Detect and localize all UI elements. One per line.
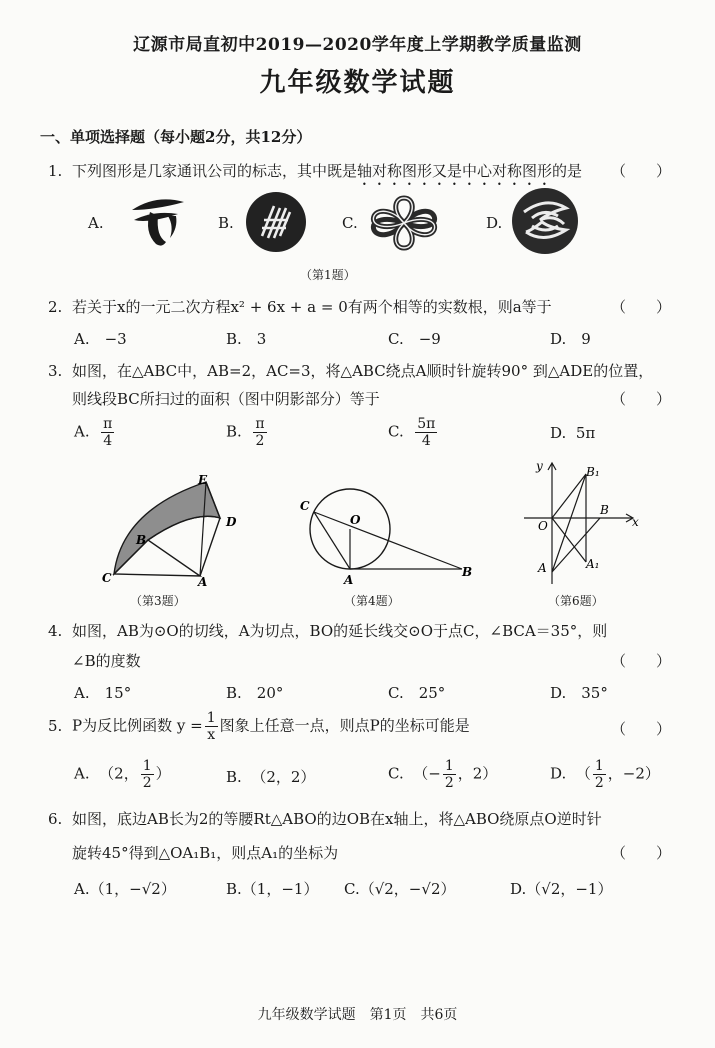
fig6-label-x: x [632,515,639,529]
fig3-label-b: B [136,533,147,547]
figure-3 [96,470,246,588]
fraction-denominator: 2 [142,775,152,791]
option-a: A. 15° [74,684,132,702]
figure-6 [520,456,644,590]
answer-paren: （ ） [610,720,671,738]
question-text: 的是 [552,162,583,180]
option-text: （ [575,764,591,783]
fig4-label-a: A [344,573,354,587]
fig3-label-d: D [226,515,237,529]
question-text: P为反比例函数 y = [72,716,203,735]
option-a [74,758,171,791]
fraction [253,416,266,449]
option-text: （2，2） [251,768,316,786]
option-c [388,758,497,791]
figure-caption-q4: （第4题） [344,594,400,608]
china-telecom-logo [126,192,190,252]
question-text: 下列图形是几家通讯公司的标志，其中既是 [72,162,358,180]
answer-paren: （ ） [610,844,671,862]
question-1 [48,160,582,189]
question-text: 若关于x的一元二次方程x² + 6x + a = 0有两个相等的实数根，则a等于 [72,298,552,316]
option-a [74,416,116,449]
option-d: D.（√2，−1） [510,880,613,898]
option-text: ） [155,764,171,783]
option-b: B.（1，−1） [226,880,319,898]
fig4-label-c: C [300,499,310,513]
option-c: C. 25° [388,684,446,702]
question-3 [48,360,653,382]
fraction-numerator: 5π [417,416,436,432]
answer-paren: （ ） [610,162,671,180]
figure-caption-q1: （第1题） [300,268,356,282]
fraction [205,710,218,743]
option-letter: B. [226,768,242,786]
fig4-label-b: B [462,565,473,579]
china-mobile-logo [510,186,580,256]
option-letter: A. [74,764,90,783]
question-text: 如图，底边AB长为2的等腰Rt△ABO的边OB在x轴上，将△ABO绕原点O逆时针 [72,810,602,828]
fig4-label-o: O [350,513,361,527]
figure-caption-q6: （第6题） [548,594,604,608]
fraction [415,416,437,449]
question-4-line2: ∠B的度数 [72,652,141,670]
option-letter: D. [550,764,567,783]
fraction-denominator: 4 [421,433,431,449]
fig6-label-y: y [536,459,543,473]
fig6-label-a1: A₁ [586,557,600,571]
option-d: D. 35° [550,684,608,702]
fraction-numerator: 1 [142,758,152,774]
option-a-label: A. [88,214,104,232]
question-text: 图象上任意一点，则点P的坐标可能是 [219,716,470,735]
page-footer: 九年级数学试题 第1页 共6页 [257,1007,458,1023]
fig6-label-a: A [538,561,547,575]
option-value: 5π [575,424,596,442]
fraction [443,758,456,791]
answer-paren: （ ） [610,390,671,408]
china-unicom-knot-logo [364,194,444,252]
fraction-numerator: 1 [594,758,604,774]
option-c-label: C. [342,214,358,232]
fraction-denominator: 2 [594,775,604,791]
option-b [226,416,269,449]
option-letter: C. [388,764,404,783]
option-letter: B. [226,422,242,441]
figure-caption-q3: （第3题） [130,594,186,608]
question-2 [48,296,552,318]
exam-subject-title: 九年级数学试题 [259,68,456,98]
fraction-numerator: 1 [444,758,454,774]
question-5 [48,710,470,743]
question-number: 3. [48,362,63,380]
china-unicom-bars-logo [244,190,308,254]
fraction-numerator: π [255,416,265,432]
question-number: 4. [48,622,63,640]
question-emphasis: 轴对称图形又是中心对称图形 [357,162,553,180]
question-number: 2. [48,298,63,316]
question-4 [48,620,607,642]
option-c: C. −9 [388,330,441,348]
option-d-label: D. [486,214,503,232]
answer-paren: （ ） [610,298,671,316]
question-number: 5. [48,716,63,735]
option-text: （2， [99,764,139,783]
fig6-label-o: O [538,519,548,533]
option-d: D. 9 [550,330,591,348]
fig3-label-c: C [102,571,112,585]
fig6-label-b: B [600,503,609,517]
fig3-label-a: A [198,575,208,588]
fraction-numerator: 1 [206,710,216,726]
option-text: ，2） [457,764,498,783]
exam-header-title: 辽源市局直初中2019—2020学年度上学期教学质量监测 [133,35,582,55]
fraction-denominator: x [207,727,216,743]
fraction-denominator: 4 [103,433,113,449]
fraction [141,758,154,791]
answer-paren: （ ） [610,652,671,670]
option-d [550,758,660,791]
question-6 [48,808,602,830]
option-b-label: B. [218,214,234,232]
fraction [593,758,606,791]
option-b: B. 3 [226,330,267,348]
option-text: （− [413,764,441,783]
figure-4 [292,480,482,588]
option-c [388,416,439,449]
question-number: 6. [48,810,63,828]
option-a: A.（1，−√2） [74,880,176,898]
question-text: 如图，AB为⊙O的切线，A为切点，BO的延长线交⊙O于点C，∠BCA＝35°，则 [72,622,608,640]
section-heading: 一、单项选择题（每小题2分，共12分） [40,128,312,146]
option-letter: C. [388,422,404,441]
option-d [550,424,595,442]
option-c: C.（√2，−√2） [344,880,456,898]
option-text: ，−2） [607,764,660,783]
option-b [226,766,315,787]
option-letter: A. [74,422,90,441]
fig3-label-e: E [198,473,208,487]
question-text: 如图，在△ABC中，AB=2，AC=3，将△ABC绕点A顺时针旋转90° 到△ADE的位置， [72,362,654,380]
question-6-line2: 旋转45°得到△OA₁B₁，则点A₁的坐标为 [72,844,339,862]
question-3-line2: 则线段BC所扫过的面积（图中阴影部分）等于 [72,390,380,408]
option-b: B. 20° [226,684,284,702]
option-a: A. −3 [74,330,127,348]
option-letter: D. [550,424,567,442]
fraction-denominator: 2 [255,433,265,449]
fraction-denominator: 2 [444,775,454,791]
question-number: 1. [48,162,63,180]
fraction-numerator: π [103,416,113,432]
fraction [101,416,114,449]
fig6-label-b1: B₁ [586,465,600,479]
